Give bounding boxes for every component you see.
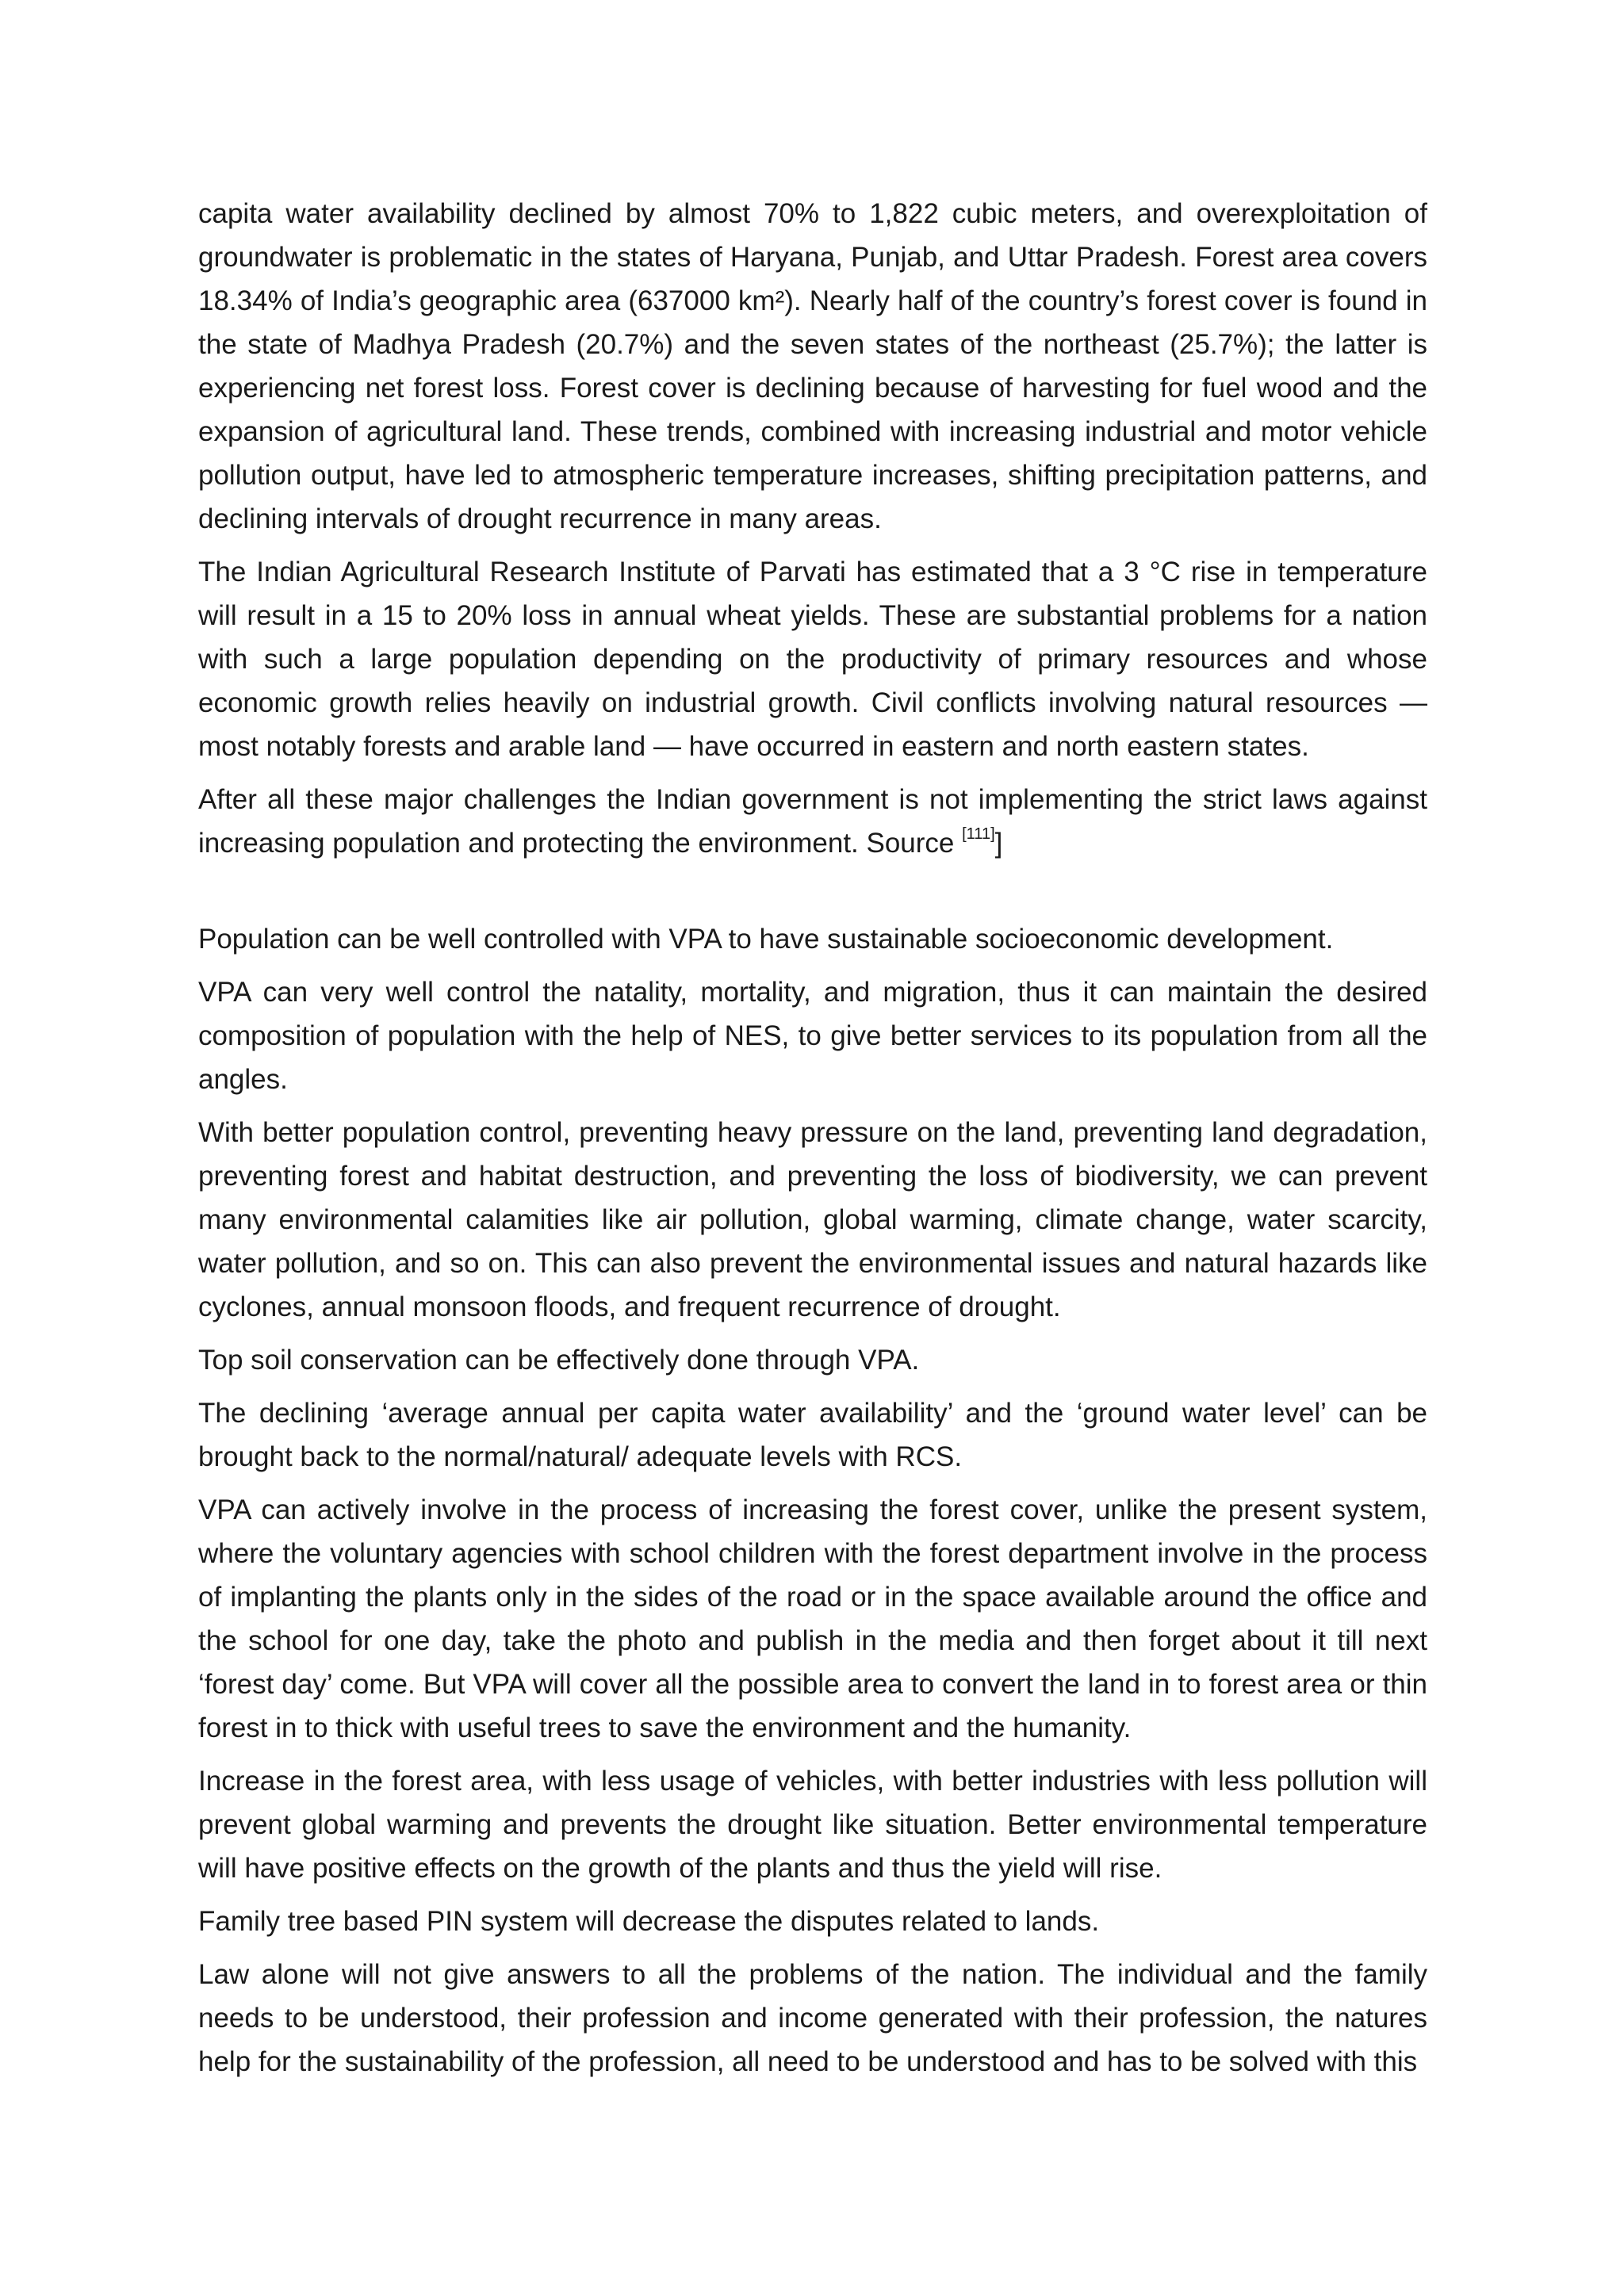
paragraph-water-availability: The declining ‘average annual per capita water availability’ and the ‘ground water level’ can be brought back to the normal/natural/ adequate levels with RCS. (198, 1398, 1427, 1472)
paragraph-vpa-natality: VPA can very well control the natality, mortality, and migration, thus it can maintain the desired composition of population with the help of NES, to give better services to its population from all the angles. (198, 977, 1427, 1095)
paragraph-government-laws-text: After all these major challenges the Indian government is not implementing the strict laws against increasing population and protecting the environment. Source (198, 784, 1427, 859)
paragraph-population-control: Population can be well controlled with VPA to have sustainable socioeconomic development. (198, 924, 1334, 955)
paragraph-forest-area-increase: Increase in the forest area, with less usage of vehicles, with better industries with less pollution will prevent global warming and prevents the drought like situation. Better environmental temperature will have positive effects on the growth of the plants and thus the yield will rise. (198, 1766, 1427, 1884)
citation-close-bracket: ] (994, 828, 1003, 859)
paragraph-water-forest-stats: capita water availability declined by almost 70% to 1,822 cubic meters, and overexploitation of groundwater is problematic in the states of Haryana, Punjab, and Uttar Pradesh. Forest area covers 18.34% of India’s geographic area (637000 km²). Nearly half of the country’s forest cover is found in the state of Madhya Pradesh (20.7%) and the seven states of the northeast (25.7%); the latter is experiencing net forest loss. Forest cover is declining because of harvesting for fuel wood and the expansion of agricultural land. These trends, combined with increasing industrial and motor vehicle pollution output, have led to atmospheric temperature increases, shifting precipitation patterns, and declining intervals of drought recurrence in many areas. (198, 198, 1427, 534)
document-body (198, 192, 1427, 2093)
paragraph-law-alone: Law alone will not give answers to all the problems of the nation. The individual and the family needs to be understood, their profession and income generated with their profession, the natures help for the sustainability of the profession, all need to be understood and has to be solved with this (198, 1959, 1427, 2077)
paragraph-wheat-yield: The Indian Agricultural Research Institute of Parvati has estimated that a 3 °C rise in temperature will result in a 15 to 20% loss in annual wheat yields. These are substantial problems for a nation with such a large population depending on the productivity of primary resources and whose economic growth relies heavily on industrial growth. Civil conflicts involving natural resources — most notably forests and arable land — have occurred in eastern and north eastern states. (198, 557, 1427, 762)
paragraph-government-laws (198, 778, 1427, 865)
paragraph-top-soil: Top soil conservation can be effectively done through VPA. (198, 1345, 920, 1376)
citation-reference: [111] (962, 825, 995, 844)
paragraph-environmental-calamities: With better population control, preventing heavy pressure on the land, preventing land degradation, preventing forest and habitat destruction, and preventing the loss of biodiversity, we can prevent many environmental calamities like air pollution, global warming, climate change, water scarcity, water pollution, and so on. This can also prevent the environmental issues and natural hazards like cyclones, annual monsoon floods, and frequent recurrence of drought. (198, 1117, 1427, 1322)
paragraph-forest-cover: VPA can actively involve in the process of increasing the forest cover, unlike the present system, where the voluntary agencies with school children with the forest department involve in the process of implanting the plants only in the sides of the road or in the space available around the office and the school for one day, take the photo and publish in the media and then forget about it till next ‘forest day’ come. But VPA will cover all the possible area to convert the land in to forest area or thin forest in to thick with useful trees to save the environment and the humanity. (198, 1494, 1427, 1743)
paragraph-family-tree-pin: Family tree based PIN system will decrease the disputes related to lands. (198, 1906, 1100, 1937)
